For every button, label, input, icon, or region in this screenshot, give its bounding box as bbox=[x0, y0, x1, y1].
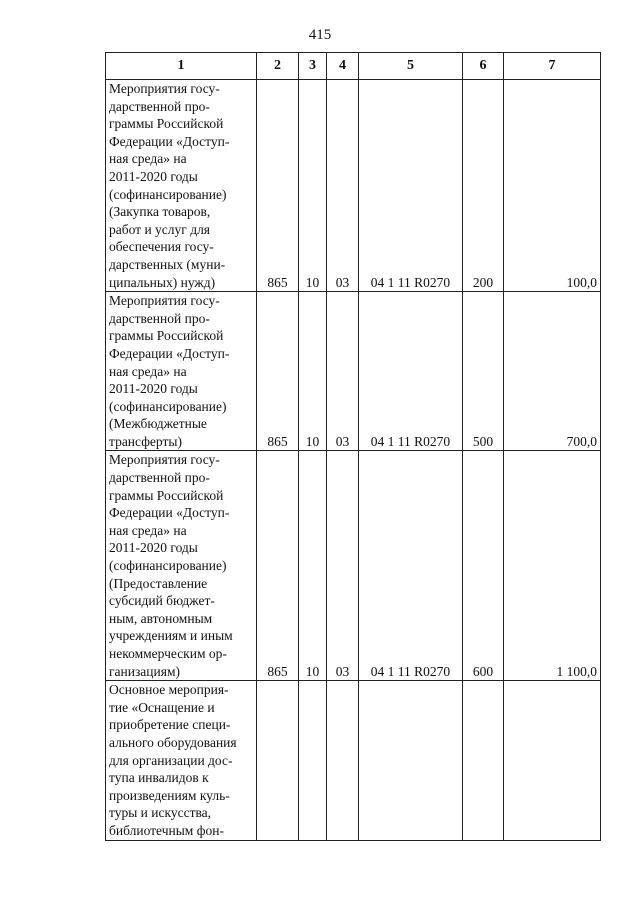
header-col-6: 6 bbox=[463, 53, 504, 80]
row-description: Мероприятия госу- дарственной про- граммы Российской Федерации «Доступ- ная среда» на 2011-2020 годы (софинансирование) (Межбюджетные трансферты) bbox=[106, 292, 257, 451]
header-col-3: 3 bbox=[299, 53, 327, 80]
table-row bbox=[106, 292, 601, 451]
table-row bbox=[106, 80, 601, 292]
row-target-article bbox=[359, 681, 463, 840]
header-col-1: 1 bbox=[106, 53, 257, 80]
header-col-2: 2 bbox=[257, 53, 299, 80]
row-ministry-code bbox=[257, 681, 299, 840]
row-description: Мероприятия госу- дарственной про- граммы Российской Федерации «Доступ- ная среда» на 2011-2020 годы (софинансирование) (Предоставление субсидий бюджет- ным, автономным учреждениям и иным некоммерческим ор- ганизациям) bbox=[106, 451, 257, 681]
row-subsection: 03 bbox=[327, 451, 359, 681]
header-col-7: 7 bbox=[504, 53, 601, 80]
row-target-article: 04 1 11 R0270 bbox=[359, 80, 463, 292]
row-section bbox=[299, 681, 327, 840]
table-row bbox=[106, 681, 601, 840]
header-col-5: 5 bbox=[359, 53, 463, 80]
row-section: 10 bbox=[299, 80, 327, 292]
row-target-article: 04 1 11 R0270 bbox=[359, 451, 463, 681]
row-subsection: 03 bbox=[327, 80, 359, 292]
header-col-4: 4 bbox=[327, 53, 359, 80]
row-description: Мероприятия госу- дарственной про- граммы Российской Федерации «Доступ- ная среда» на 2011-2020 годы (софинансирование) (Закупка товаров, работ и услуг для обеспечения госу- дарственных (муни- ципальных) нужд) bbox=[106, 80, 257, 292]
row-expense-type: 200 bbox=[463, 80, 504, 292]
row-subsection: 03 bbox=[327, 292, 359, 451]
table-header-row bbox=[106, 53, 601, 80]
row-target-article: 04 1 11 R0270 bbox=[359, 292, 463, 451]
row-amount bbox=[504, 681, 601, 840]
row-section: 10 bbox=[299, 451, 327, 681]
row-amount: 700,0 bbox=[504, 292, 601, 451]
row-amount: 100,0 bbox=[504, 80, 601, 292]
row-expense-type: 600 bbox=[463, 451, 504, 681]
row-ministry-code: 865 bbox=[257, 292, 299, 451]
page-number: 415 bbox=[308, 27, 332, 43]
row-description: Основное мероприя- тие «Оснащение и приобретение специ- ального оборудования для организации дос- тупа инвалидов к произведениям куль- туры и искусства, библиотечным фон- bbox=[106, 681, 257, 840]
row-subsection bbox=[327, 681, 359, 840]
row-ministry-code: 865 bbox=[257, 80, 299, 292]
budget-table bbox=[105, 52, 601, 841]
row-ministry-code: 865 bbox=[257, 451, 299, 681]
row-expense-type: 500 bbox=[463, 292, 504, 451]
row-amount: 1 100,0 bbox=[504, 451, 601, 681]
row-section: 10 bbox=[299, 292, 327, 451]
row-expense-type bbox=[463, 681, 504, 840]
table-row bbox=[106, 451, 601, 681]
